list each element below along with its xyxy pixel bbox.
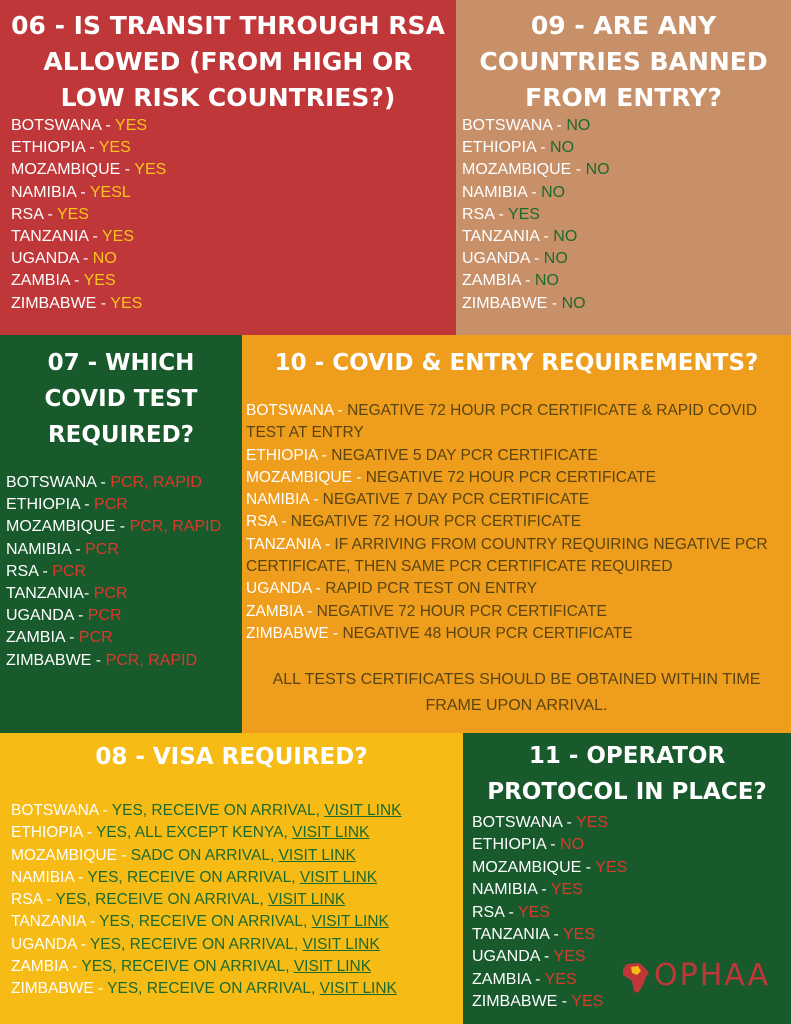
country-name: TANZANIA [246, 535, 321, 553]
country-name: ETHIOPIA [462, 139, 536, 157]
country-name: MOZAMBIQUE [472, 858, 582, 876]
country-name: ETHIOPIA [472, 836, 546, 854]
list-item [246, 578, 787, 600]
country-name: ETHIOPIA [11, 824, 83, 842]
separator: - [277, 513, 291, 531]
answer-value: YES [553, 948, 586, 966]
separator: - [120, 161, 135, 179]
country-name: BOTSWANA [246, 402, 334, 419]
separator: - [504, 903, 518, 921]
answer-value: NO [541, 183, 566, 201]
separator: - [79, 496, 95, 514]
country-name: UGANDA [6, 607, 74, 625]
list-item [6, 561, 221, 583]
country-name: ZAMBIA [6, 629, 65, 647]
country-list [6, 472, 221, 672]
separator: - [67, 958, 82, 976]
separator: - [73, 607, 88, 625]
answer-value: YES [56, 205, 89, 223]
answer-value: NO [92, 250, 117, 268]
country-name: RSA [472, 903, 505, 921]
separator: - [88, 228, 102, 246]
list-item [11, 845, 402, 867]
list-item [6, 516, 221, 538]
separator: - [547, 294, 562, 312]
answer-value: YES [115, 117, 148, 134]
answer-value: YES, RECEIVE ON ARRIVAL, [107, 980, 320, 998]
country-name: NAMIBIA [11, 868, 74, 886]
country-list [11, 115, 166, 315]
separator: - [42, 891, 56, 909]
list-item [472, 969, 627, 991]
separator: - [116, 846, 131, 864]
country-name: ZAMBIA [11, 272, 70, 290]
list-item [11, 226, 166, 248]
country-name: ZIMBABWE [472, 993, 558, 1011]
visit-link[interactable]: VISIT LINK [292, 824, 370, 842]
list-item [246, 489, 787, 511]
answer-value: NEGATIVE 5 DAY PCR CERTIFICATE [331, 446, 598, 464]
answer-value: NEGATIVE 72 HOUR PCR CERTIFICATE [290, 513, 582, 531]
answer-value: YES, RECEIVE ON ARRIVAL, [55, 891, 268, 909]
answer-value: RAPID PCR TEST ON ENTRY [325, 580, 538, 598]
country-name: NAMIBIA [11, 183, 76, 201]
list-item [462, 293, 610, 315]
answer-value: PCR, RAPID [110, 474, 202, 491]
answer-value: YES [544, 970, 577, 988]
country-name: ZIMBABWE [246, 624, 329, 642]
list-item [6, 494, 221, 516]
answer-value: YES [517, 903, 550, 921]
separator: - [535, 139, 551, 157]
list-item [462, 115, 610, 137]
answer-value: NO [561, 294, 586, 312]
list-item [11, 822, 402, 844]
country-name: RSA [246, 513, 278, 531]
panel-visa-required [0, 733, 463, 1024]
list-item [462, 159, 610, 181]
country-name: RSA [11, 205, 44, 223]
country-name: BOTSWANA [11, 802, 99, 819]
answer-value: YES [83, 272, 116, 290]
separator: - [328, 624, 343, 642]
country-name: RSA [11, 891, 43, 909]
list-item [11, 204, 166, 226]
africa-map-icon [621, 961, 651, 995]
separator: - [85, 913, 100, 931]
visit-link[interactable]: VISIT LINK [268, 891, 346, 909]
country-name: UGANDA [11, 250, 79, 268]
list-item [246, 511, 787, 533]
list-item [11, 911, 402, 933]
answer-value: NO [543, 250, 568, 268]
country-list [472, 812, 627, 1014]
list-item [462, 204, 610, 226]
list-item [11, 248, 166, 270]
answer-value: NO [534, 272, 559, 290]
separator: - [581, 858, 596, 876]
separator: - [83, 585, 94, 603]
list-item [11, 934, 402, 956]
country-name: BOTSWANA [6, 474, 97, 491]
list-item [472, 946, 627, 968]
visit-link[interactable]: VISIT LINK [278, 846, 356, 864]
panel-title: 11 - OPERATOR PROTOCOL IN PLACE? [487, 743, 767, 805]
country-name: UGANDA [462, 250, 530, 268]
country-name: ZAMBIA [462, 272, 521, 290]
answer-value: YES [110, 294, 143, 312]
answer-value: YES [576, 814, 609, 831]
list-item [246, 623, 787, 645]
answer-value: YES, RECEIVE ON ARRIVAL, [99, 913, 312, 931]
list-item [246, 400, 787, 445]
list-item [462, 137, 610, 159]
answer-value: SADC ON ARRIVAL, [130, 846, 279, 864]
separator: - [520, 272, 535, 290]
separator: - [75, 183, 90, 201]
separator: - [320, 535, 335, 553]
answer-value: PCR, RAPID [129, 518, 222, 536]
list-item [462, 182, 610, 204]
country-name: NAMIBIA [246, 491, 309, 509]
list-item [462, 226, 610, 248]
visit-link[interactable]: VISIT LINK [293, 958, 372, 976]
list-item [11, 159, 166, 181]
answer-value: PCR, RAPID [105, 651, 198, 669]
country-list [462, 115, 610, 315]
separator: - [38, 562, 53, 580]
answer-value: YES, RECEIVE ON ARRIVAL, [111, 802, 325, 819]
certificates-note: ALL TESTS CERTIFICATES SHOULD BE OBTAINED WITHIN TIME FRAME UPON ARRIVAL. [272, 671, 761, 714]
country-name: BOTSWANA [472, 814, 563, 831]
answer-value: NO [566, 117, 591, 134]
separator: - [539, 948, 554, 966]
list-item [6, 627, 221, 649]
list-item [6, 650, 221, 672]
visit-link[interactable]: VISIT LINK [302, 935, 380, 953]
list-item [472, 857, 627, 879]
separator: - [73, 868, 88, 886]
separator: - [526, 183, 542, 201]
answer-value: YES [550, 881, 583, 899]
separator: - [70, 540, 86, 558]
country-name: ZIMBABWE [11, 294, 97, 312]
separator: - [78, 250, 93, 268]
country-name: ZAMBIA [246, 602, 303, 620]
list-item [6, 539, 221, 561]
separator: - [494, 205, 508, 223]
answer-value: YES [595, 858, 628, 876]
answer-value: YES [98, 139, 131, 157]
answer-value: YES [507, 205, 540, 223]
list-item [11, 956, 402, 978]
list-item [6, 472, 221, 494]
country-name: ETHIOPIA [6, 496, 80, 514]
answer-value: PCR [78, 629, 113, 647]
answer-value: YES [134, 161, 167, 179]
answer-value: YES, RECEIVE ON ARRIVAL, [89, 935, 303, 953]
separator: - [64, 629, 79, 647]
visit-link[interactable]: VISIT LINK [311, 913, 389, 931]
country-name: UGANDA [472, 948, 540, 966]
country-name: RSA [6, 562, 39, 580]
country-name: ZIMBABWE [462, 294, 548, 312]
answer-value: PCR [52, 562, 87, 580]
answer-value: YES [101, 228, 134, 246]
country-name: MOZAMBIQUE [6, 518, 116, 536]
answer-value: YESL [89, 183, 131, 201]
panel-entry-requirements [242, 335, 791, 733]
list-item [246, 445, 787, 467]
list-item [11, 889, 402, 911]
list-item [472, 902, 627, 924]
answer-value: NO [553, 228, 578, 246]
separator: - [552, 117, 567, 134]
visit-link[interactable]: VISIT LINK [299, 868, 378, 886]
answer-value: NEGATIVE 72 HOUR PCR CERTIFICATE & RAPID COVID TEST AT ENTRY [246, 402, 758, 442]
list-item [6, 605, 221, 627]
answer-value: PCR [93, 585, 128, 603]
list-item [11, 867, 402, 889]
panel-title: 07 - WHICH COVID TEST REQUIRED? [44, 350, 198, 448]
list-item [246, 601, 787, 623]
separator: - [76, 935, 90, 953]
list-item [11, 978, 402, 1000]
country-name: ZAMBIA [472, 970, 531, 988]
country-name: NAMIBIA [462, 183, 527, 201]
country-name: TANZANIA [6, 585, 84, 603]
list-item [11, 270, 166, 292]
answer-value: YES [562, 926, 595, 944]
list-item [472, 812, 627, 834]
answer-value: NEGATIVE 7 DAY PCR CERTIFICATE [322, 491, 590, 509]
separator: - [43, 205, 57, 223]
separator: - [549, 926, 563, 944]
country-name: RSA [462, 205, 495, 223]
answer-value: YES, ALL EXCEPT KENYA, [96, 824, 293, 842]
list-item [11, 800, 402, 822]
separator: - [115, 518, 130, 536]
separator: - [571, 161, 586, 179]
list-item [11, 293, 166, 315]
country-name: MOZAMBIQUE [462, 161, 572, 179]
country-name: BOTSWANA [462, 117, 553, 134]
panel-banned-countries [456, 0, 791, 335]
separator: - [333, 402, 348, 419]
country-name: UGANDA [11, 935, 77, 953]
separator: - [351, 468, 366, 486]
country-name: MOZAMBIQUE [11, 846, 117, 864]
list-item [472, 991, 627, 1013]
panel-title: 09 - ARE ANY COUNTRIES BANNED FROM ENTRY? [479, 11, 768, 112]
separator: - [98, 802, 112, 819]
answer-value: YES, RECEIVE ON ARRIVAL, [81, 958, 294, 976]
separator: - [69, 272, 84, 290]
visit-link[interactable]: VISIT LINK [319, 980, 397, 998]
country-name: UGANDA [246, 580, 312, 598]
answer-value: NO [560, 836, 585, 854]
country-list [11, 800, 402, 1001]
answer-value: NEGATIVE 72 HOUR PCR CERTIFICATE [316, 602, 607, 620]
separator: - [536, 881, 551, 899]
country-name: TANZANIA [472, 926, 550, 944]
panel-covid-test [0, 335, 242, 733]
list-item [11, 137, 166, 159]
answer-value: PCR [85, 540, 119, 558]
list-item [462, 248, 610, 270]
panel-title: 08 - VISA REQUIRED? [95, 744, 368, 770]
list-item [472, 834, 627, 856]
list-item [246, 467, 787, 489]
separator: - [317, 446, 332, 464]
list-item [472, 879, 627, 901]
answer-value: PCR [87, 607, 122, 625]
answer-value: NEGATIVE 72 HOUR PCR CERTIFICATE [365, 468, 656, 486]
separator: - [302, 602, 317, 620]
panel-transit-rsa [0, 0, 456, 335]
separator: - [311, 580, 326, 598]
separator: - [529, 250, 544, 268]
country-name: NAMIBIA [472, 881, 537, 899]
answer-value: NO [585, 161, 610, 179]
country-name: ZIMBABWE [11, 980, 94, 998]
separator: - [91, 651, 106, 669]
answer-value: IF ARRIVING FROM COUNTRY REQUIRING NEGATIVE PCR CERTIFICATE, THEN SAME PCR CERTIFICATE REQUIRED [246, 535, 768, 576]
answer-value: NEGATIVE 48 HOUR PCR CERTIFICATE [342, 624, 633, 642]
separator: - [530, 970, 545, 988]
country-name: MOZAMBIQUE [246, 468, 352, 486]
country-name: ETHIOPIA [246, 446, 318, 464]
panel-title: 10 - COVID & ENTRY REQUIREMENTS? [274, 350, 759, 376]
country-list [246, 400, 787, 645]
separator: - [545, 836, 561, 854]
separator: - [101, 117, 116, 134]
list-item [11, 115, 166, 137]
separator: - [93, 980, 108, 998]
panel-title: 06 - IS TRANSIT THROUGH RSA ALLOWED (FROM HIGH OR LOW RISK COUNTRIES?) [11, 11, 445, 112]
list-item [472, 924, 627, 946]
country-name: TANZANIA [11, 228, 89, 246]
answer-value: YES, RECEIVE ON ARRIVAL, [87, 868, 300, 886]
country-name: TANZANIA [11, 913, 86, 931]
country-name: NAMIBIA [6, 540, 71, 558]
separator: - [539, 228, 554, 246]
answer-value: NO [550, 139, 575, 157]
answer-value: YES [571, 993, 604, 1011]
list-item [11, 182, 166, 204]
visit-link[interactable]: VISIT LINK [324, 802, 402, 819]
separator: - [84, 139, 99, 157]
separator: - [96, 474, 111, 491]
list-item [462, 270, 610, 292]
country-name: TANZANIA [462, 228, 540, 246]
list-item [6, 583, 221, 605]
list-item [246, 534, 787, 579]
country-name: MOZAMBIQUE [11, 161, 121, 179]
country-name: ZIMBABWE [6, 651, 92, 669]
separator: - [82, 824, 96, 842]
country-name: BOTSWANA [11, 117, 102, 134]
country-name: ZAMBIA [11, 958, 68, 976]
separator: - [96, 294, 111, 312]
separator: - [557, 993, 572, 1011]
country-name: ETHIOPIA [11, 139, 85, 157]
separator: - [308, 491, 323, 509]
separator: - [562, 814, 577, 831]
answer-value: PCR [94, 496, 128, 514]
ophaa-logo: OPHAA [654, 958, 771, 993]
